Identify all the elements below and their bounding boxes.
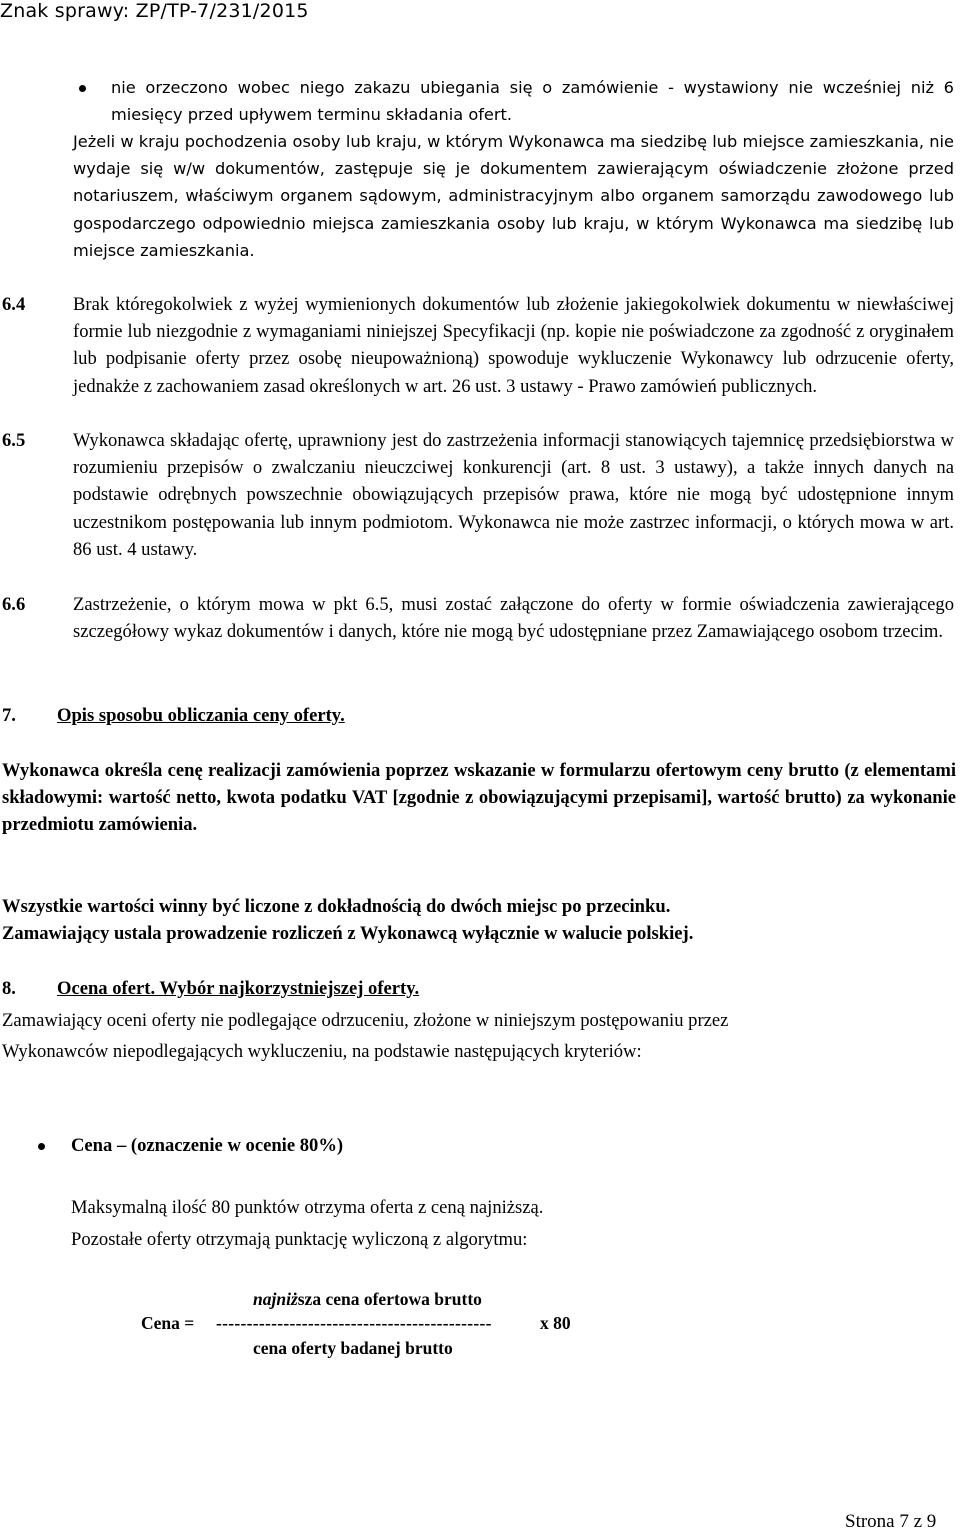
formula-numerator-italic: najniż	[253, 1289, 298, 1309]
section-6-6-text: Zastrzeżenie, o którym mowa w pkt 6.5, musi zostać załączone do oferty w formie oświadczenia zawierającego szczegółowy wykaz dokumentów i danych, które nie mogą być udostępniane przez Zamawiającego osobom trzecim.	[73, 594, 954, 643]
section-8-paragraph-line-1: Zamawiający oceni oferty nie podlegające odrzuceniu, złożone w niniejszym postępowaniu przez	[2, 1010, 729, 1031]
formula-multiplier: x 80	[540, 1313, 571, 1333]
formula-fraction-bar: ---------------------------------------------	[216, 1313, 492, 1333]
section-7-decimal-note: Wszystkie wartości winny być liczone z dokładnością do dwóch miejsc po przecinku.	[2, 896, 671, 917]
section-8-paragraph-line-2: Wykonawców niepodlegających wykluczeniu, na podstawie następujących kryteriów:	[2, 1041, 642, 1062]
formula-numerator-rest: sza cena ofertowa brutto	[297, 1289, 482, 1309]
criterion-price-title: Cena – (oznaczenie w ocenie 80%)	[71, 1135, 344, 1156]
criterion-max-points: Maksymalną ilość 80 punktów otrzyma oferta z ceną najniższą.	[71, 1197, 544, 1218]
section-6-5-text: Wykonawca składając ofertę, uprawniony jest do zastrzeżenia informacji stanowiących tajemnicę przedsiębiorstwa w rozumieniu przepisów o zwalczaniu nieuczciwej konkurencji (art. 8 ust. 3 ustawy), a także innych danych na podstawie odrębnych powszechnie obowiązujących przepisów prawa, które nie mogą być udostępnione innym uczestnikom postępowania lub innym podmiotom. Wykonawca nie może zastrzec informacji, o których mowa w art. 86 ust. 4 ustawy.	[73, 430, 954, 560]
section-number-7: 7.	[2, 705, 16, 726]
section-number-6-5: 6.5	[2, 430, 26, 451]
bullet-icon	[79, 85, 86, 92]
criterion-other-offers: Pozostałe oferty otrzymają punktację wyliczoną z algorytmu:	[71, 1229, 528, 1250]
section-7-pricing-paragraph: Wykonawca określa cenę realizacji zamówienia poprzez wskazanie w formularzu ofertowym ceny brutto (z elementami składowymi: wartość netto, kwota podatku VAT [zgodnie z obowiązującymi przepisami], wartość brutto) za wykonanie przedmiotu zamówienia.	[2, 760, 956, 836]
paragraph-foreign-documents: Jeżeli w kraju pochodzenia osoby lub kraju, w którym Wykonawca ma siedzibę lub miejsce zamieszkania, nie wydaje się w/w dokumentów, zastępuje się je dokumentem zawierającym oświadczenie złożone przed notariuszem, właściwym organem sądowym, administracyjnym albo organem samorządu zawodowego lub gospodarczego odpowiednio miejsca zamieszkania osoby lub kraju, w którym Wykonawca ma siedzibę lub miejsce zamieszkania.	[73, 132, 954, 260]
formula-denominator: cena oferty badanej brutto	[253, 1338, 453, 1358]
bullet-icon	[38, 1143, 45, 1150]
formula-lhs: Cena =	[141, 1313, 195, 1333]
page-number: Strona 7 z 9	[845, 1511, 937, 1532]
section-8-title: Ocena ofert. Wybór najkorzystniejszej oferty.	[57, 978, 420, 999]
section-number-6-4: 6.4	[2, 294, 26, 315]
section-number-6-6: 6.6	[2, 594, 26, 615]
section-number-8: 8.	[2, 978, 16, 999]
case-reference: Znak sprawy: ZP/TP-7/231/2015	[0, 0, 309, 22]
section-7-currency-note: Zamawiający ustala prowadzenie rozliczeń z Wykonawcą wyłącznie w walucie polskiej.	[2, 923, 694, 944]
intro-bullet-text: nie orzeczono wobec niego zakazu ubiegania się o zamówienie - wystawiony nie wcześniej niż 6 miesięcy przed upływem terminu składania ofert.	[111, 78, 954, 125]
section-6-4-text: Brak któregokolwiek z wyżej wymienionych dokumentów lub złożenie jakiegokolwiek dokumentu w niewłaściwej formie lub niezgodnie z wymaganiami niniejszej Specyfikacji (np. kopie nie poświadczone za zgodność z oryginałem lub podpisanie oferty przez osobę nieupoważnioną) spowoduje wykluczenie Wykonawcy lub odrzucenie oferty, jednakże z zachowaniem zasad określonych w art. 26 ust. 3 ustawy - Prawo zamówień publicznych.	[73, 294, 954, 397]
section-7-title: Opis sposobu obliczania ceny oferty.	[57, 705, 345, 726]
